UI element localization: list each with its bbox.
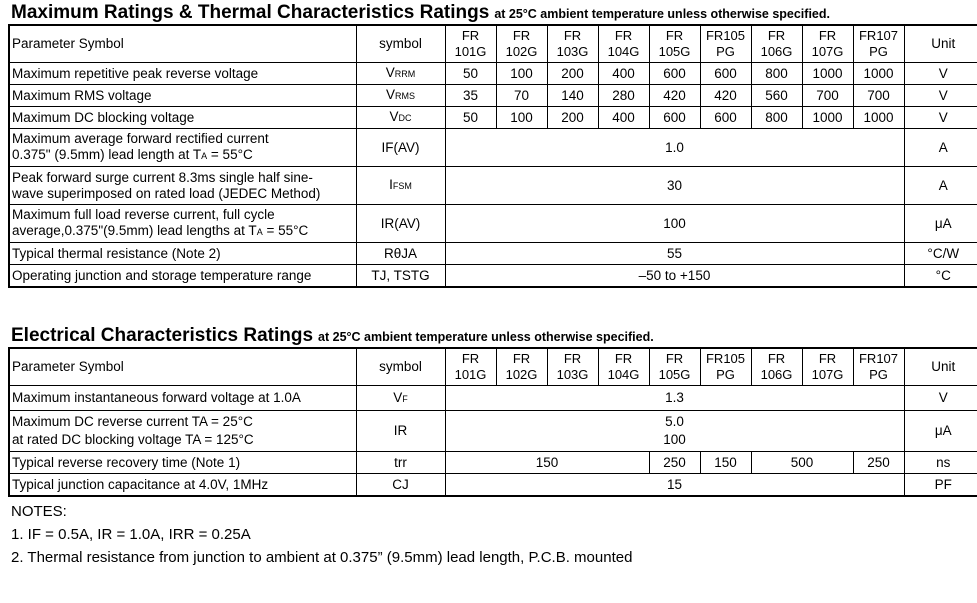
col-header: FR 106G xyxy=(751,348,802,386)
param-cell: Maximum DC reverse current TA = 25°C at rated DC blocking voltage TA = 125°C xyxy=(9,411,356,452)
value-cell: 700 xyxy=(802,85,853,107)
param-cell: Maximum DC blocking voltage xyxy=(9,107,356,129)
param-cell: Peak forward surge current 8.3ms single half sine- wave superimposed on rated load (JEDEC Method) xyxy=(9,167,356,205)
value-cell: 250 xyxy=(649,452,700,474)
param-cell: Typical reverse recovery time (Note 1) xyxy=(9,452,356,474)
param-cell: Maximum instantaneous forward voltage at 1.0A xyxy=(9,386,356,411)
table-row-rth xyxy=(9,243,977,265)
section-2-subtitle: at 25°C ambient temperature unless otherwise specified. xyxy=(318,330,654,344)
param-cell: Operating junction and storage temperature range xyxy=(9,265,356,288)
col-header: FR 102G xyxy=(496,348,547,386)
value-cell: 700 xyxy=(853,85,904,107)
value-cell: 140 xyxy=(547,85,598,107)
symbol-cell: VRRM xyxy=(356,63,445,85)
table-row-vf xyxy=(9,386,977,411)
col-header: FR 102G xyxy=(496,25,547,63)
value-cell: 800 xyxy=(751,63,802,85)
section-1-subtitle: at 25°C ambient temperature unless otherwise specified. xyxy=(494,7,830,21)
value-cell: 1000 xyxy=(802,107,853,129)
unit-cell: A xyxy=(904,129,977,167)
note-1: 1. IF = 0.5A, IR = 1.0A, IRR = 0.25A xyxy=(11,526,251,543)
value-cell: 800 xyxy=(751,107,802,129)
col-header: FR 105G xyxy=(649,348,700,386)
value-cell: 200 xyxy=(547,63,598,85)
electrical-characteristics-table xyxy=(8,347,977,497)
value-cell: 420 xyxy=(700,85,751,107)
table-row-vrms xyxy=(9,85,977,107)
table-row-trr xyxy=(9,452,977,474)
value-cell: 1000 xyxy=(853,107,904,129)
unit-cell: PF xyxy=(904,474,977,497)
symbol-cell: IF(AV) xyxy=(356,129,445,167)
table-row-ir xyxy=(9,411,977,452)
value-cell: 200 xyxy=(547,107,598,129)
symbol-cell: VF xyxy=(356,386,445,411)
value-cell: 600 xyxy=(700,63,751,85)
table-row-vrrm xyxy=(9,63,977,85)
symbol-cell: IR xyxy=(356,411,445,452)
value-cell: 30 xyxy=(445,167,904,205)
unit-cell: A xyxy=(904,167,977,205)
value-cell: 100 xyxy=(496,107,547,129)
value-cell: 560 xyxy=(751,85,802,107)
unit-cell: V xyxy=(904,386,977,411)
param-header: Parameter Symbol xyxy=(9,25,356,63)
param-cell: Typical junction capacitance at 4.0V, 1MHz xyxy=(9,474,356,497)
section-2-heading xyxy=(11,326,654,345)
symbol-cell: IFSM xyxy=(356,167,445,205)
col-header: FR 105G xyxy=(649,25,700,63)
symbol-cell: VDC xyxy=(356,107,445,129)
value-cell: 400 xyxy=(598,107,649,129)
table-row-irav xyxy=(9,205,977,243)
param-cell: Maximum repetitive peak reverse voltage xyxy=(9,63,356,85)
value-cell: 35 xyxy=(445,85,496,107)
value-cell: 55 xyxy=(445,243,904,265)
table-row-tj xyxy=(9,265,977,288)
value-cell: 1000 xyxy=(802,63,853,85)
notes-title: NOTES: xyxy=(11,503,67,520)
unit-cell: °C/W xyxy=(904,243,977,265)
section-1-title: Maximum Ratings & Thermal Characteristics Ratings xyxy=(11,2,490,23)
param-header: Parameter Symbol xyxy=(9,348,356,386)
unit-cell: V xyxy=(904,107,977,129)
table-header-row xyxy=(9,348,977,386)
value-cell: 1.3 xyxy=(445,386,904,411)
symbol-cell: RθJA xyxy=(356,243,445,265)
value-cell: 1000 xyxy=(853,63,904,85)
col-header: FR 101G xyxy=(445,348,496,386)
table-row-vdc xyxy=(9,107,977,129)
symbol-header: symbol xyxy=(356,25,445,63)
col-header: FR107 PG xyxy=(853,25,904,63)
table-row-ifav xyxy=(9,129,977,167)
col-header: FR 106G xyxy=(751,25,802,63)
value-cell: 50 xyxy=(445,107,496,129)
value-cell: –50 to +150 xyxy=(445,265,904,288)
max-ratings-table xyxy=(8,24,977,288)
unit-cell: V xyxy=(904,85,977,107)
symbol-cell: VRMS xyxy=(356,85,445,107)
note-2: 2. Thermal resistance from junction to ambient at 0.375” (9.5mm) lead length, P.C.B. mounted xyxy=(11,549,633,566)
col-header: FR 101G xyxy=(445,25,496,63)
unit-cell: ns xyxy=(904,452,977,474)
symbol-header: symbol xyxy=(356,348,445,386)
table-row-cj xyxy=(9,474,977,497)
col-header: FR 107G xyxy=(802,348,853,386)
section-2-title: Electrical Characteristics Ratings xyxy=(11,325,314,346)
value-cell: 400 xyxy=(598,63,649,85)
col-header: FR105 PG xyxy=(700,348,751,386)
value-cell: 250 xyxy=(853,452,904,474)
value-cell: 280 xyxy=(598,85,649,107)
value-cell: 600 xyxy=(649,107,700,129)
unit-header: Unit xyxy=(904,348,977,386)
col-header: FR 103G xyxy=(547,25,598,63)
unit-cell: μA xyxy=(904,411,977,452)
symbol-cell: trr xyxy=(356,452,445,474)
col-header: FR 107G xyxy=(802,25,853,63)
symbol-cell: IR(AV) xyxy=(356,205,445,243)
section-1-heading xyxy=(11,3,830,22)
param-cell: Maximum RMS voltage xyxy=(9,85,356,107)
symbol-cell: CJ xyxy=(356,474,445,497)
unit-cell: V xyxy=(904,63,977,85)
value-cell: 100 xyxy=(496,63,547,85)
value-cell: 420 xyxy=(649,85,700,107)
table-header-row xyxy=(9,25,977,63)
value-cell: 70 xyxy=(496,85,547,107)
value-cell: 1.0 xyxy=(445,129,904,167)
symbol-cell: TJ, TSTG xyxy=(356,265,445,288)
value-cell: 600 xyxy=(700,107,751,129)
param-cell: Maximum average forward rectified current 0.375" (9.5mm) lead length at TA = 55°C xyxy=(9,129,356,167)
unit-cell: °C xyxy=(904,265,977,288)
param-cell: Typical thermal resistance (Note 2) xyxy=(9,243,356,265)
col-header: FR 103G xyxy=(547,348,598,386)
unit-cell: μA xyxy=(904,205,977,243)
col-header: FR 104G xyxy=(598,25,649,63)
value-cell: 150 xyxy=(700,452,751,474)
value-cell: 15 xyxy=(445,474,904,497)
unit-header: Unit xyxy=(904,25,977,63)
param-cell: Maximum full load reverse current, full cycle average,0.375"(9.5mm) lead lengths at TA = 55°C xyxy=(9,205,356,243)
value-cell: 100 xyxy=(445,205,904,243)
value-cell: 500 xyxy=(751,452,853,474)
col-header: FR107 PG xyxy=(853,348,904,386)
value-cell: 150 xyxy=(445,452,649,474)
value-cell: 50 xyxy=(445,63,496,85)
value-cell: 600 xyxy=(649,63,700,85)
col-header: FR105 PG xyxy=(700,25,751,63)
col-header: FR 104G xyxy=(598,348,649,386)
table-row-ifsm xyxy=(9,167,977,205)
value-cell: 5.0 100 xyxy=(445,411,904,452)
